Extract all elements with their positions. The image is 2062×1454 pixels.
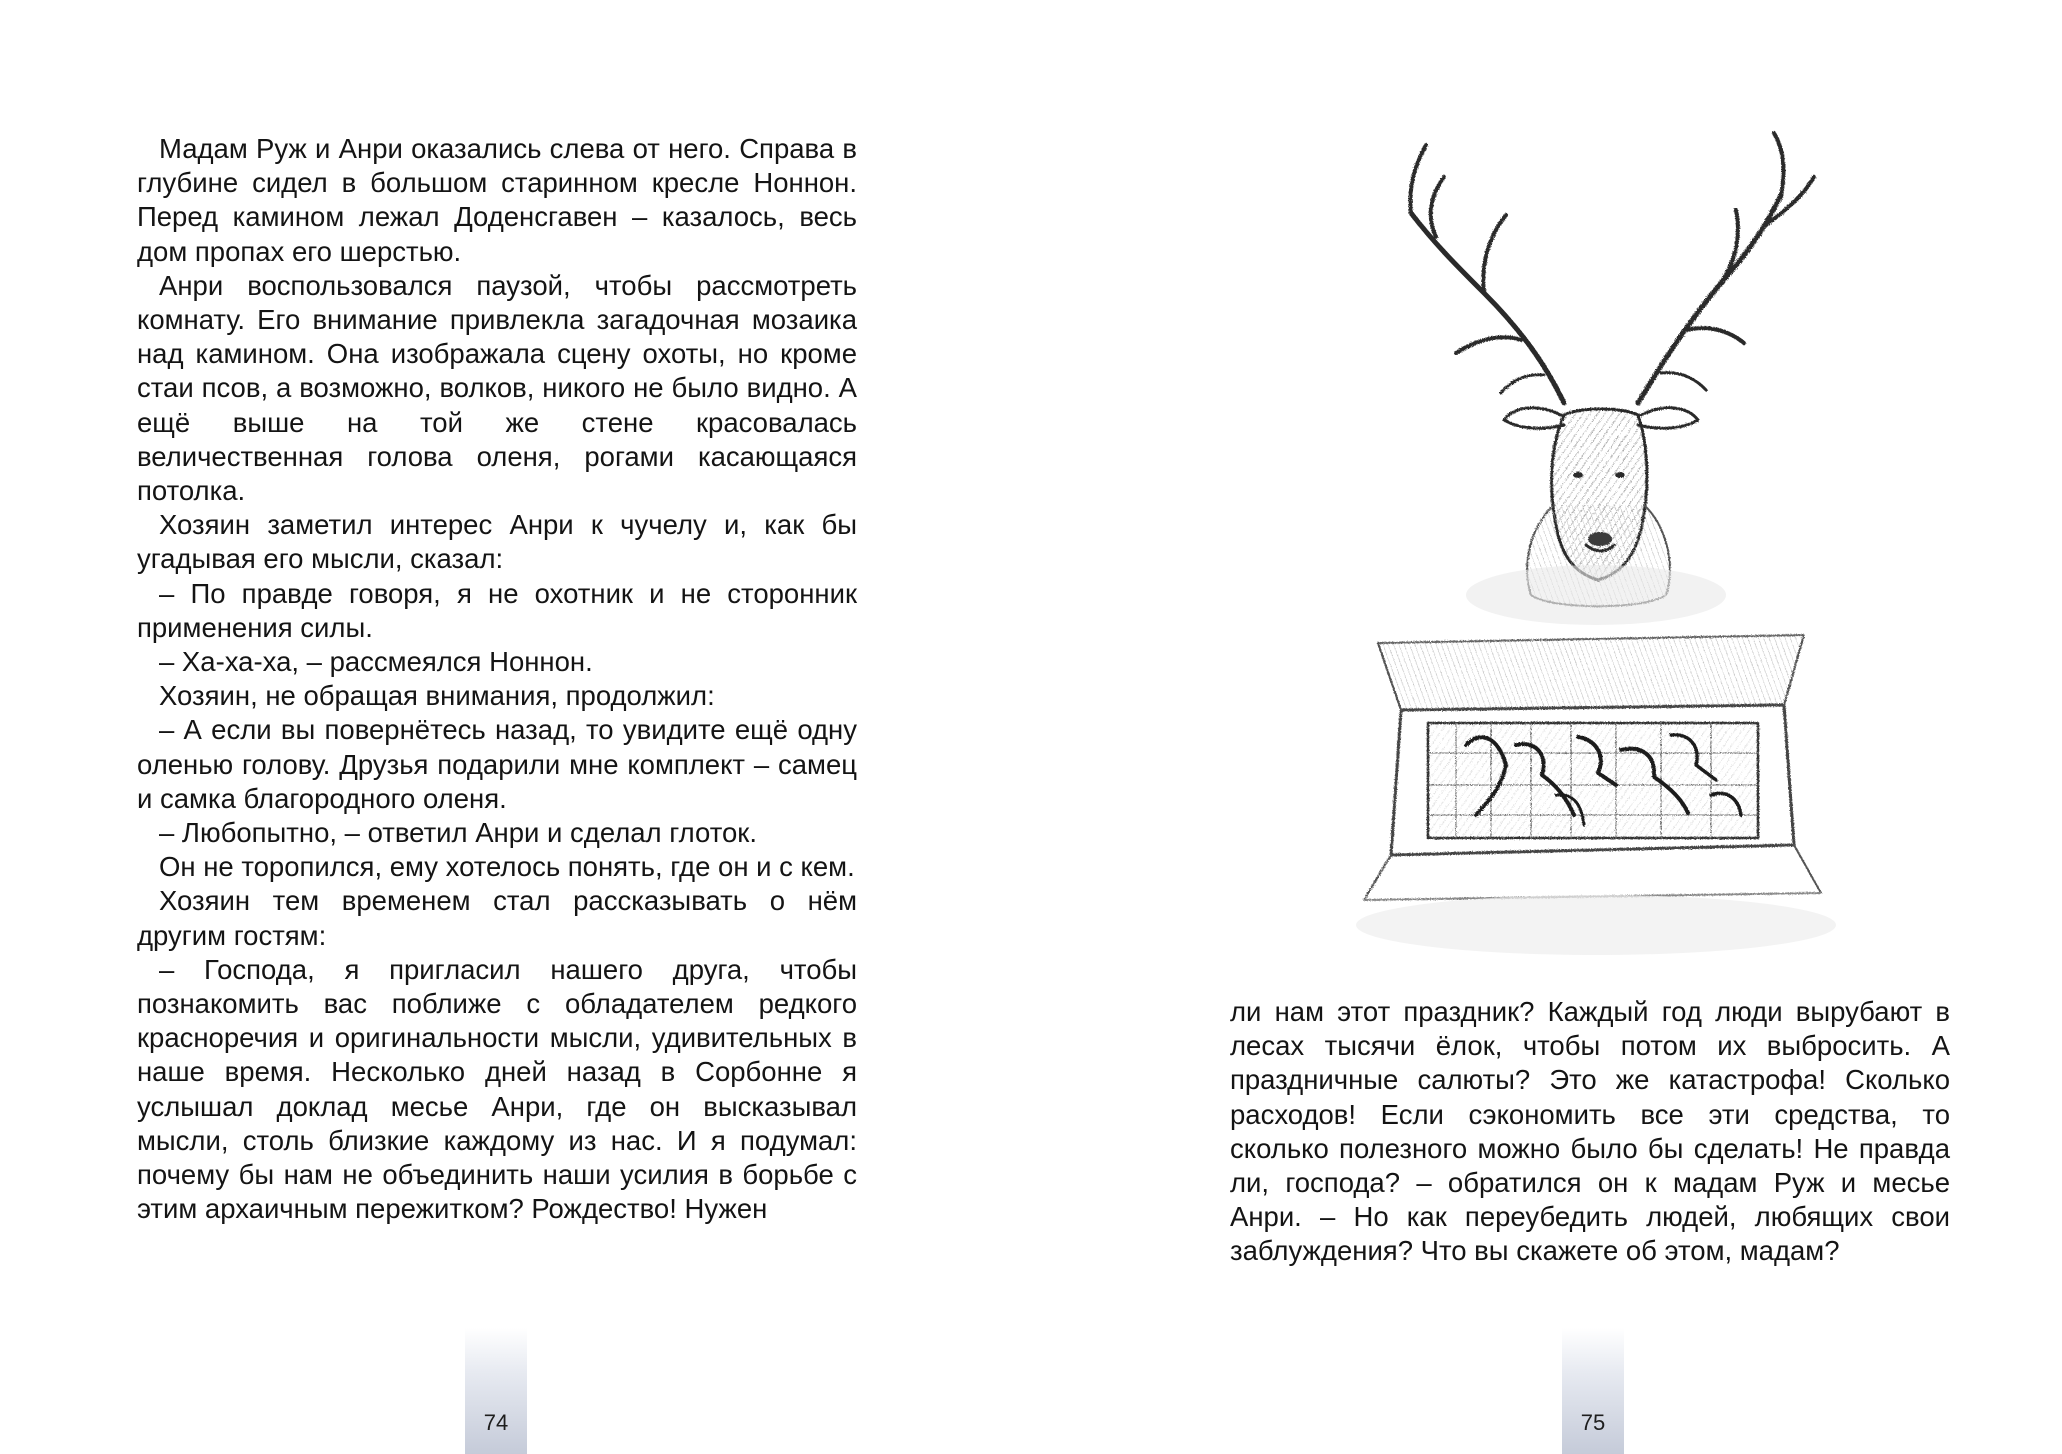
left-text-column (137, 132, 857, 1227)
right-page (1031, 0, 2062, 1454)
page-number-tab (465, 1328, 527, 1454)
paragraph: Мадам Руж и Анри оказались слева от него. Справа в глубине сидел в большом старинном кресле Ноннон. Перед камином лежал Доденсгавен – казалось, весь дом пропах его шерстью. (137, 133, 857, 267)
paragraph: – Господа, я пригласил нашего друга, чтобы познакомить вас поближе с обладателем редкого красноречия и оригинальности мысли, удивительных в наше время. Несколько дней назад в Сорбонне я услышал доклад месье Анри, где он высказывал мысли, столь близкие каждому из нас. И я подумал: почему бы нам не объединить наши усилия в борьбе с этим архаичным пережитком? Рождество! Нужен (137, 953, 857, 1225)
paragraph: ли нам этот праздник? Каждый год люди вырубают в лесах тысячи ёлок, чтобы потом их выбросить. А праздничные салюты? Это же катастрофа! Сколько расходов! Если сэкономить все эти средства, то сколько полезного можно было бы сделать! Не правда ли, господа? – обратился он к мадам Руж и месье Анри. – Но как переубедить людей, любящих свои заблуждения? Что вы скажете об этом, мадам? (1230, 996, 1950, 1267)
paragraph: Он не торопился, ему хотелось понять, где он и с кем. (159, 851, 855, 883)
paragraph: Анри воспользовался паузой, чтобы рассмотреть комнату. Его внимание привлекла загадочная мозаика над камином. Она изображала сцену охоты, но кроме стаи псов, а возможно, волков, никого не было видно. А ещё выше на той же стене красовалась величественная голова оленя, рогами касающаяся потолка. (137, 269, 857, 507)
stag-head-illustration (1316, 125, 1866, 995)
paragraph: Хозяин, не обращая внимания, продолжил: (159, 680, 715, 712)
page-number-tab (1562, 1328, 1624, 1454)
paragraph: Хозяин заметил интерес Анри к чучелу и, как бы угадывая его мысли, сказал: (137, 509, 857, 575)
right-text-column (1230, 995, 1950, 1269)
page-number: 74 (483, 1410, 509, 1435)
paragraph: – Любопытно, – ответил Анри и сделал глоток. (159, 817, 757, 849)
paragraph: – По правде говоря, я не охотник и не сторонник применения силы. (137, 577, 857, 643)
pencil-sketch-icon (1316, 125, 1866, 995)
paragraph: – А если вы повернётесь назад, то увидите ещё одну оленью голову. Друзья подарили мне комплект – самец и самка благородного оленя. (137, 714, 857, 814)
paragraph: – Ха-ха-ха, – рассмеялся Ноннон. (159, 646, 593, 678)
paragraph: Хозяин тем временем стал рассказывать о нём другим гостям: (137, 885, 857, 951)
page-number: 75 (1580, 1410, 1606, 1435)
